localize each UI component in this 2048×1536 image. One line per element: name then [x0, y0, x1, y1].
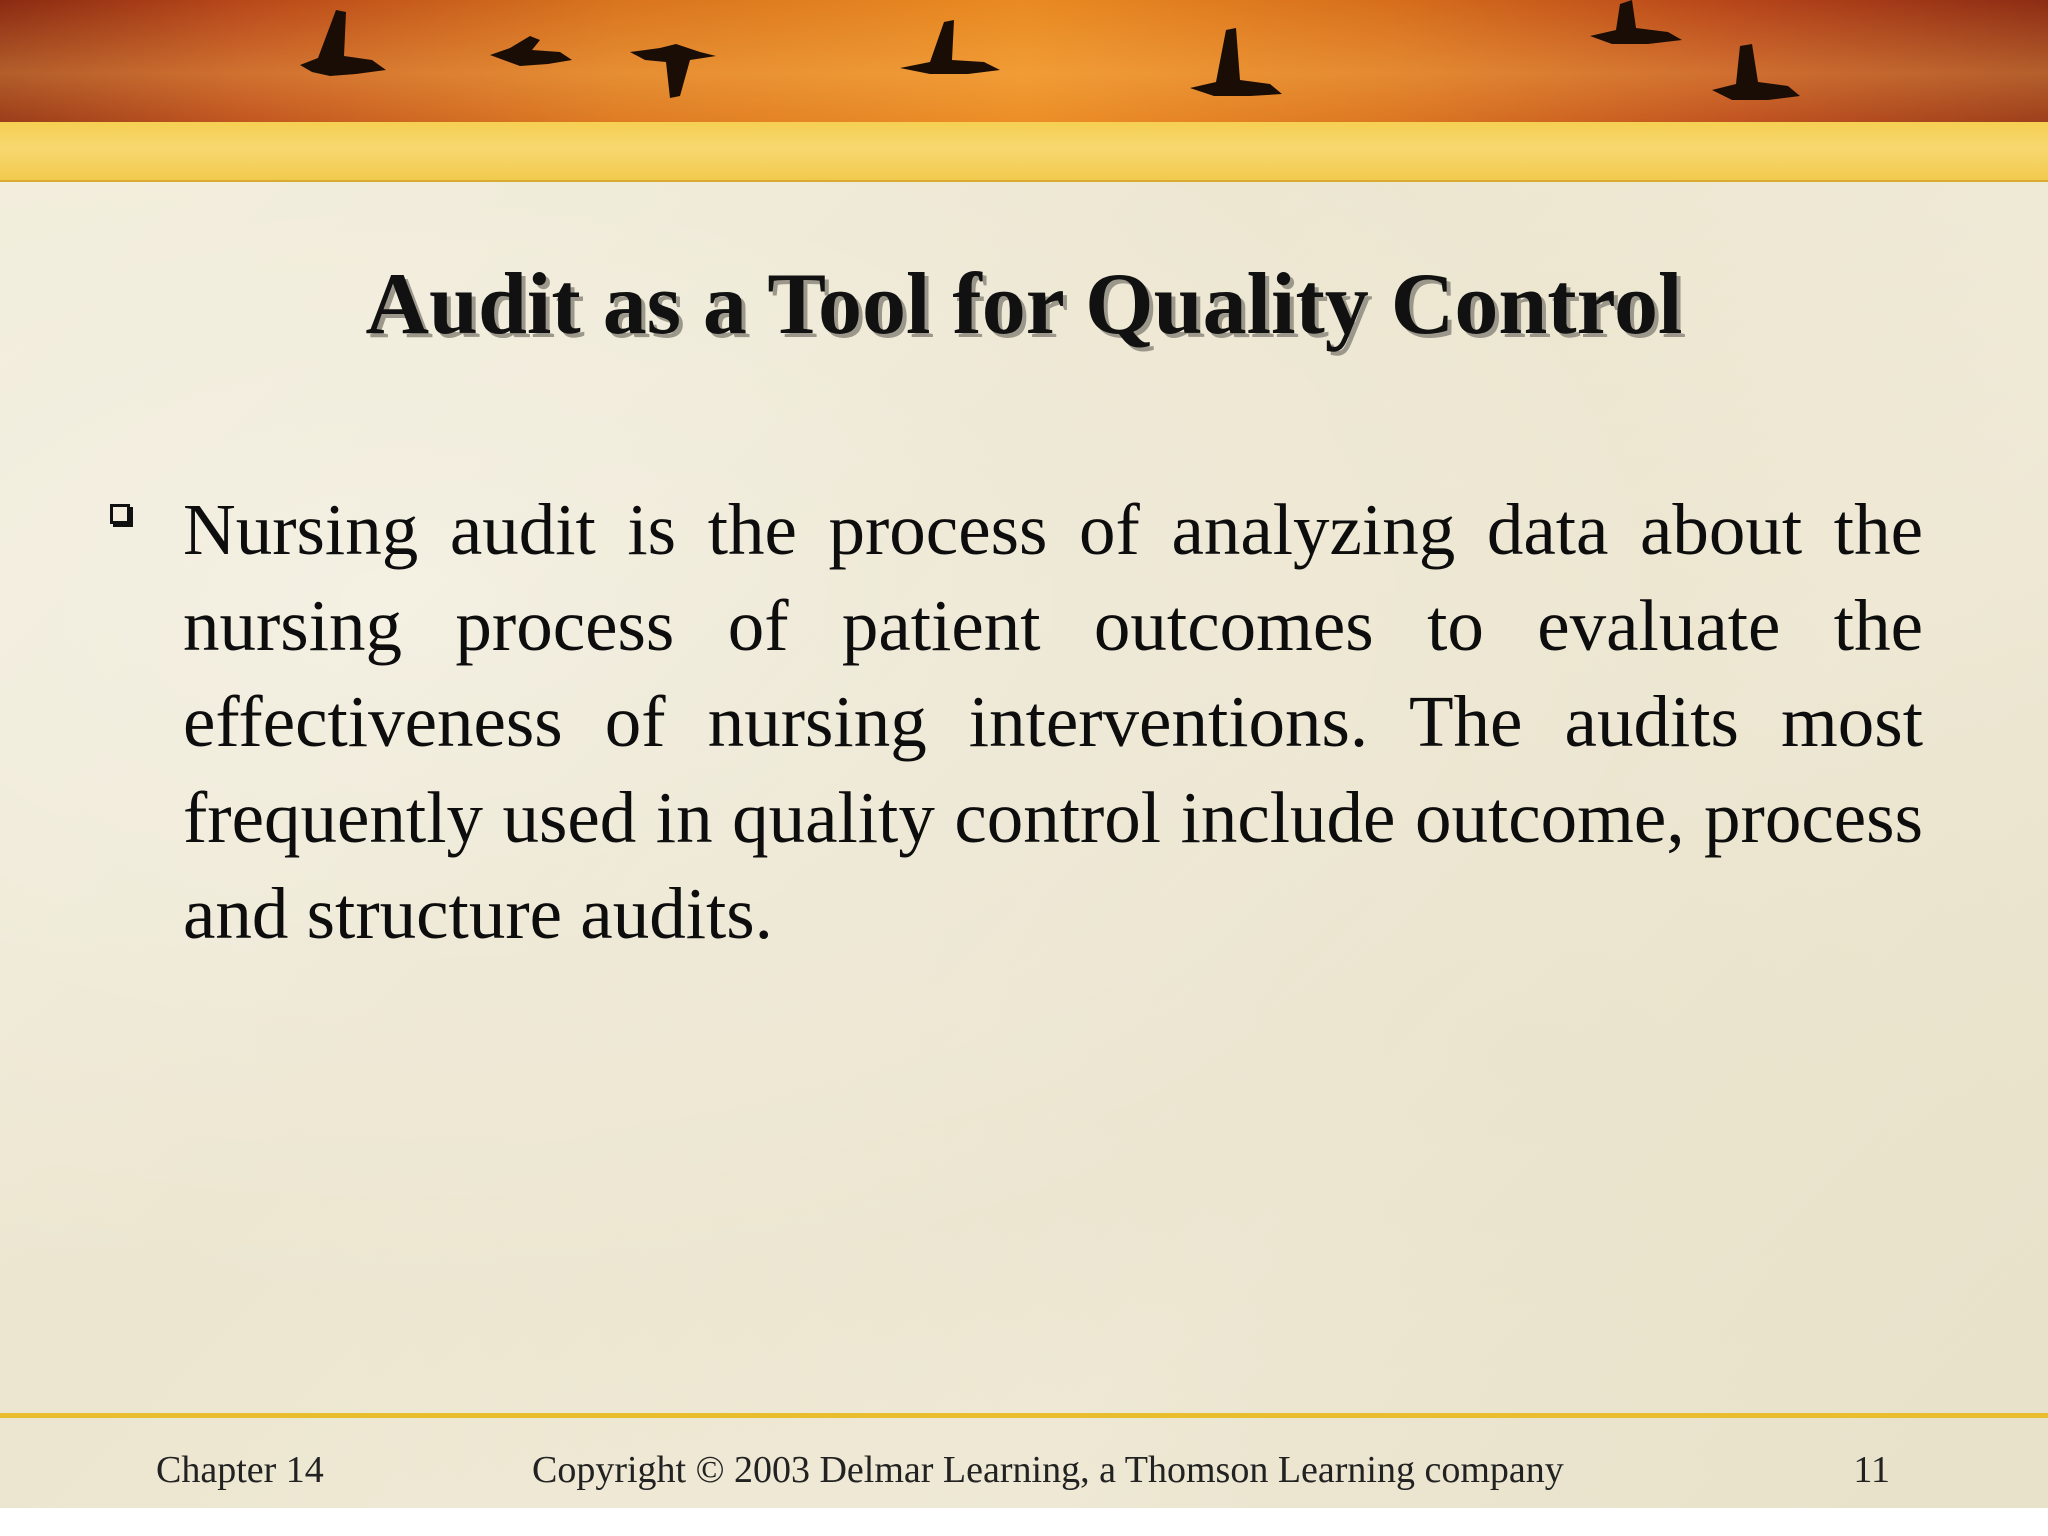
- goose-6-icon: [1590, 0, 1682, 44]
- slide-footer: [0, 1445, 2048, 1495]
- flying-geese-illustration: [0, 0, 2048, 122]
- slide-title: Audit as a Tool for Quality Control: [365, 256, 1683, 353]
- footer-divider: [0, 1413, 2048, 1418]
- goose-4-icon: [900, 20, 1000, 74]
- goose-3-icon: [630, 44, 716, 98]
- square-bullet-icon: [110, 504, 130, 524]
- footer-chapter: Chapter 14: [156, 1449, 324, 1491]
- goose-7-icon: [1712, 44, 1800, 100]
- goose-5-icon: [1190, 28, 1282, 96]
- goose-2-icon: [490, 36, 572, 66]
- footer-copyright: Copyright © 2003 Delmar Learning, a Thomson Learning company: [532, 1449, 1564, 1491]
- footer-page-number: 11: [1853, 1449, 1890, 1491]
- bullet-text: Nursing audit is the process of analyzing data about the nursing process of patient outcomes to evaluate the effectiveness of nursing interventions. The audits most frequently used in quality control include outcome, process and structure audits.: [183, 489, 1923, 954]
- gold-header-stripe: [0, 122, 2048, 182]
- sunset-birds-banner: [0, 0, 2048, 122]
- goose-1-icon: [300, 10, 386, 76]
